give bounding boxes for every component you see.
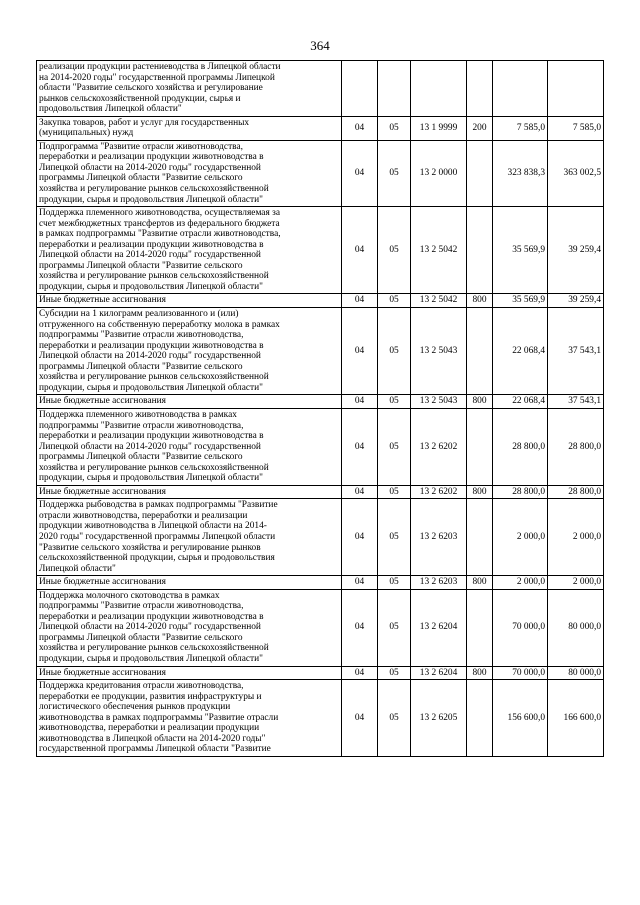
row-name: Иные бюджетные ассигнования [37, 485, 342, 499]
amount-year-2: 28 800,0 [548, 485, 604, 499]
target-article-code: 13 2 6204 [411, 589, 467, 666]
table-row [37, 485, 604, 499]
expense-type-code: 800 [467, 485, 493, 499]
expense-type-code [467, 408, 493, 485]
table-row [37, 680, 604, 757]
amount-year-1 [493, 61, 548, 117]
target-article-code: 13 2 6202 [411, 485, 467, 499]
amount-year-2: 28 800,0 [548, 408, 604, 485]
expense-type-code [467, 680, 493, 757]
target-article-code: 13 2 0000 [411, 140, 467, 206]
amount-year-1: 2 000,0 [493, 576, 548, 590]
subsection-code: 05 [378, 499, 411, 576]
subsection-code: 05 [378, 116, 411, 140]
amount-year-2: 7 585,0 [548, 116, 604, 140]
amount-year-1: 7 585,0 [493, 116, 548, 140]
amount-year-1: 28 800,0 [493, 485, 548, 499]
subsection-code: 05 [378, 395, 411, 409]
expense-type-code [467, 499, 493, 576]
amount-year-1: 156 600,0 [493, 680, 548, 757]
expense-type-code [467, 589, 493, 666]
table-row [37, 140, 604, 206]
amount-year-1: 70 000,0 [493, 666, 548, 680]
row-name: Иные бюджетные ассигнования [37, 294, 342, 308]
row-name: Подпрограмма "Развитие отрасли животноводства, переработки и реализации продукции животноводства в Липецкой области на 2014-2020 годы" государственной программы Липецкой области "Развитие сельского хозяйства и регулирование рынков сельскохозяйственной продукции, сырья и продовольствия Липецкой области" [37, 140, 342, 206]
section-code: 04 [342, 395, 378, 409]
subsection-code: 05 [378, 680, 411, 757]
row-name: Иные бюджетные ассигнования [37, 395, 342, 409]
amount-year-2: 37 543,1 [548, 395, 604, 409]
table-row [37, 408, 604, 485]
section-code: 04 [342, 408, 378, 485]
amount-year-2: 39 259,4 [548, 207, 604, 294]
expense-type-code: 800 [467, 395, 493, 409]
amount-year-2: 363 002,5 [548, 140, 604, 206]
subsection-code: 05 [378, 308, 411, 395]
page-number: 364 [310, 38, 330, 53]
section-code: 04 [342, 308, 378, 395]
subsection-code: 05 [378, 294, 411, 308]
expense-type-code [467, 61, 493, 117]
target-article-code: 13 2 6203 [411, 576, 467, 590]
row-name: Поддержка молочного скотоводства в рамках подпрограммы "Развитие отрасли животноводства, переработки и реализации продукции животноводства в Липецкой области на 2014-2020 годы" государственной программы Липецкой области "Развитие сельского хозяйства и регулирование рынков сельскохозяйственной продукции, сырья и продовольствия Липецкой области" [37, 589, 342, 666]
table-row [37, 666, 604, 680]
section-code: 04 [342, 499, 378, 576]
expense-type-code: 800 [467, 576, 493, 590]
amount-year-2: 2 000,0 [548, 499, 604, 576]
table-row [37, 207, 604, 294]
amount-year-2: 37 543,1 [548, 308, 604, 395]
table-row [37, 589, 604, 666]
row-name: Субсидии на 1 килограмм реализованного и (или) отгруженного на собственную переработку молока в рамках подпрограммы "Развитие отрасли животноводства, переработки и реализации продукции животноводства в Липецкой области на 2014-2020 годы" государственной программы Липецкой области "Развитие сельского хозяйства и регулирование рынков сельскохозяйственной продукции, сырья и продовольствия Липецкой области" [37, 308, 342, 395]
table-row [37, 294, 604, 308]
row-name: Поддержка кредитования отрасли животноводства, переработки ее продукции, развития инфраструктуры и логистического обеспечения рынков продукции животноводства в рамках подпрограммы "Развитие отрасли животноводства, переработки и реализации продукции животноводства в Липецкой области на 2014-2020 годы" государственной программы Липецкой области "Развитие [37, 680, 342, 757]
amount-year-1: 35 569,9 [493, 207, 548, 294]
table-row [37, 61, 604, 117]
amount-year-2 [548, 61, 604, 117]
target-article-code: 13 2 6202 [411, 408, 467, 485]
amount-year-1: 22 068,4 [493, 395, 548, 409]
amount-year-1: 28 800,0 [493, 408, 548, 485]
target-article-code: 13 1 9999 [411, 116, 467, 140]
table-row [37, 576, 604, 590]
target-article-code: 13 2 5043 [411, 395, 467, 409]
subsection-code: 05 [378, 589, 411, 666]
amount-year-1: 22 068,4 [493, 308, 548, 395]
table-row [37, 395, 604, 409]
row-name: Поддержка племенного животноводства в рамках подпрограммы "Развитие отрасли животноводства, переработки и реализации продукции животноводства в Липецкой области на 2014-2020 годы" государственной программы Липецкой области "Развитие сельского хозяйства и регулирование рынков сельскохозяйственной продукции, сырья и продовольствия Липецкой области" [37, 408, 342, 485]
target-article-code [411, 61, 467, 117]
amount-year-1: 70 000,0 [493, 589, 548, 666]
section-code: 04 [342, 666, 378, 680]
subsection-code: 05 [378, 576, 411, 590]
budget-table [36, 60, 604, 757]
expense-type-code: 800 [467, 294, 493, 308]
row-name: Иные бюджетные ассигнования [37, 576, 342, 590]
subsection-code: 05 [378, 408, 411, 485]
amount-year-2: 80 000,0 [548, 666, 604, 680]
row-name: Поддержка племенного животноводства, осуществляемая за счет межбюджетных трансфертов из федерального бюджета в рамках подпрограммы "Развитие отрасли животноводства, переработки и реализации продукции животноводства в Липецкой области на 2014-2020 годы" государственной программы Липецкой области "Развитие сельского хозяйства и регулирование рынков сельскохозяйственной продукции, сырья и продовольствия Липецкой области" [37, 207, 342, 294]
amount-year-2: 80 000,0 [548, 589, 604, 666]
table-row [37, 499, 604, 576]
target-article-code: 13 2 5042 [411, 294, 467, 308]
amount-year-2: 2 000,0 [548, 576, 604, 590]
amount-year-2: 39 259,4 [548, 294, 604, 308]
target-article-code: 13 2 6204 [411, 666, 467, 680]
subsection-code: 05 [378, 140, 411, 206]
expense-type-code [467, 140, 493, 206]
subsection-code: 05 [378, 207, 411, 294]
amount-year-1: 35 569,9 [493, 294, 548, 308]
target-article-code: 13 2 6203 [411, 499, 467, 576]
table-row [37, 308, 604, 395]
section-code [342, 61, 378, 117]
section-code: 04 [342, 116, 378, 140]
amount-year-2: 166 600,0 [548, 680, 604, 757]
expense-type-code [467, 207, 493, 294]
section-code: 04 [342, 207, 378, 294]
section-code: 04 [342, 589, 378, 666]
amount-year-1: 2 000,0 [493, 499, 548, 576]
expense-type-code [467, 308, 493, 395]
section-code: 04 [342, 485, 378, 499]
amount-year-1: 323 838,3 [493, 140, 548, 206]
expense-type-code: 200 [467, 116, 493, 140]
expense-type-code: 800 [467, 666, 493, 680]
table-row [37, 116, 604, 140]
row-name: реализации продукции растениеводства в Липецкой области на 2014-2020 годы" государственной программы Липецкой области "Развитие сельского хозяйства и регулирование рынков сельскохозяйственной продукции, сырья и продовольствия Липецкой области" [37, 61, 342, 117]
section-code: 04 [342, 576, 378, 590]
target-article-code: 13 2 6205 [411, 680, 467, 757]
subsection-code: 05 [378, 485, 411, 499]
subsection-code: 05 [378, 666, 411, 680]
row-name: Иные бюджетные ассигнования [37, 666, 342, 680]
section-code: 04 [342, 680, 378, 757]
section-code: 04 [342, 294, 378, 308]
target-article-code: 13 2 5043 [411, 308, 467, 395]
table-body [37, 61, 604, 757]
row-name: Закупка товаров, работ и услуг для государственных (муниципальных) нужд [37, 116, 342, 140]
section-code: 04 [342, 140, 378, 206]
subsection-code [378, 61, 411, 117]
row-name: Поддержка рыбоводства в рамках подпрограммы "Развитие отрасли животноводства, переработки и реализации продукции животноводства в Липецкой области на 2014- 2020 годы" государственной программы Липецкой области "Развитие сельского хозяйства и регулирование рынков сельскохозяйственной продукции, сырья и продовольствия Липецкой области" [37, 499, 342, 576]
target-article-code: 13 2 5042 [411, 207, 467, 294]
